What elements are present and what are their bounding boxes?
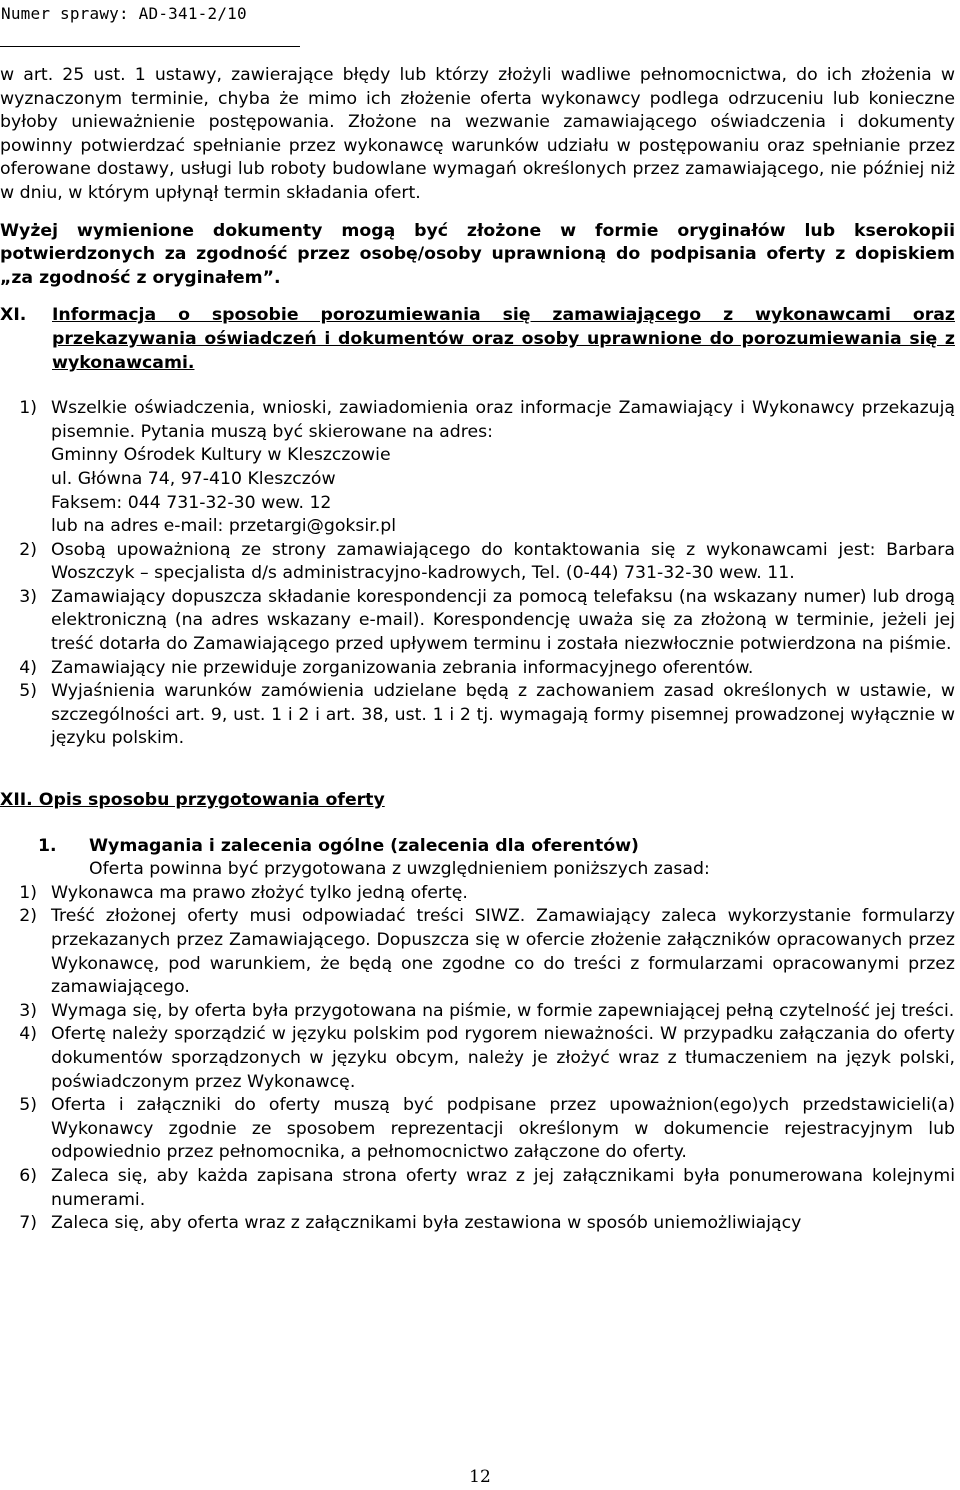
page-number: 12 [469,1467,491,1487]
section-xii-list [0,882,955,1236]
address-line: lub na adres e-mail: przetargi@goksir.pl [51,516,397,537]
document-body [0,64,955,1236]
subsection-intro: Oferta powinna być przygotowana z uwzględnieniem poniższych zasad: [89,859,710,880]
list-item: 5) Wyjaśnienia warunków zamówienia udzielane będą z zachowaniem zasad określonych w ustawie, w szczególności art. 9, ust. 1 i 2 i art. 38, ust. 1 i 2 tj. wymagają formy pisemnej prowadzonej wyłącznie w języku polskim. [19,681,955,749]
list-item: 3) Zamawiający dopuszcza składanie korespondencji za pomocą telefaksu (na wskazany numer) lub drogą elektroniczną (na adres wskazany e-mail). Korespondencję uważa się za złożoną w terminie, jeżeli jej treść dotarła do Zamawiającego przed upływem terminu i została niezwłocznie potwierdzona na piśmie. [19,586,955,655]
list-item: 3) Wymaga się, by oferta była przygotowana na piśmie, w formie zapewniającej pełną czytelność jej treści. [19,1000,955,1021]
list-item: 4) Zamawiający nie przewiduje zorganizowania zebrania informacyjnego oferentów. [19,657,754,678]
address-line: Faksem: 044 731-32-30 wew. 12 [51,492,332,513]
list-item: 5) Oferta i załączniki do oferty muszą być podpisane przez upoważnion(ego)ych przedstawicieli(a) Wykonawcy zgodnie ze sposobem reprezentacji określonym w dokumencie rejestracyjnym lub odpowiednio przez pełnomocnika, a pełnomocnictwo załączone do oferty. [19,1095,955,1163]
list-item: 1) Wszelkie oświadczenia, wnioski, zawiadomienia oraz informacje Zamawiający i Wykonawcy przekazują pisemnie. Pytania muszą być skierowane na adres: Gminny Ośrodek Kultury w Kleszczowie ul. Główna 74, 97-410 Kleszczów Faksem: 044 731-32-30 wew. 12 lub na adres e-mail: przetargi@goksir.pl [0,397,955,539]
case-number-header: Numer sprawy: AD-341-2/10 [1,4,247,23]
section-xi-list [0,397,955,751]
section-xii-title: XII. Opis sposobu przygotowania oferty [0,790,385,811]
subsection-number: 1. [38,835,57,856]
list-item: 1) Wykonawca ma prawo złożyć tylko jedną ofertę. [19,882,468,903]
intro-paragraph: w art. 25 ust. 1 ustawy, zawierające błędy lub którzy złożyli wadliwe pełnomocnictwa, do ich złożenia w wyznaczonym terminie, chyba że mimo ich złożenie oferta wykonawcy podlega odrzuceniu lub konieczne byłoby unieważnienie postępowania. Złożone na wezwanie zamawiającego oświadczenia i dokumenty powinny potwierdzać spełnianie przez wykonawcę warunków udziału w postępowaniu oraz spełnianie przez oferowane dostawy, usługi lub roboty budowlane wymagań określonych przez zamawiającego, nie później niż w dniu, w którym upłynął termin składania ofert. [0,65,955,203]
address-line: ul. Główna 74, 97-410 Kleszczów [51,468,336,489]
subsection-heading [38,835,955,859]
bold-notice: Wyżej wymienione dokumenty mogą być złożone w formie oryginałów lub kserokopii potwierdzonych za zgodność przez osobę/osoby uprawnioną do podpisania oferty z dopiskiem „za zgodność z oryginałem”. [0,220,955,288]
list-item: 7) Zaleca się, aby oferta wraz z załącznikami była zestawiona w sposób uniemożliwiający [19,1213,802,1234]
section-xi-title: Informacja o sposobie porozumiewania się zamawiającego z wykonawcami oraz przekazywania oświadczeń i dokumentów oraz osoby uprawnione do porozumiewania się z wykonawcami. [52,305,955,373]
list-item: 4) Ofertę należy sporządzić w języku polskim pod rygorem nieważności. W przypadku załączania do oferty dokumentów sporządzonych w języku obcym, należy je złożyć wraz z tłumaczeniem na język polski, poświadczonym przez Wykonawcę. [19,1024,955,1092]
header-rule [0,46,300,47]
address-line: Gminny Ośrodek Kultury w Kleszczowie [51,445,391,466]
list-item: 2) Treść złożonej oferty musi odpowiadać treści SIWZ. Zamawiający zaleca wykorzystanie formularzy przekazanych przez Zamawiającego. Dopuszcza się w ofercie złożenie załączników opracowanych przez Wykonawcę, pod warunkiem, że będą one zgodne co do treści z formularzami opracowanymi przez zamawiającego. [19,906,955,998]
section-xi-number: XI. [0,305,27,326]
list-item: 2) Osobą upoważnioną ze strony zamawiającego do kontaktowania się z wykonawcami jest: Barbara Woszczyk – specjalista d/s administracyjno-kadrowych, Tel. (0-44) 731-32-30 wew. 11. [19,539,955,584]
section-xi-heading [0,304,955,375]
subsection-title: Wymagania i zalecenia ogólne (zalecenia dla oferentów) [89,835,639,856]
list-item: 6) Zaleca się, aby każda zapisana strona oferty wraz z jej załącznikami była ponumerowana kolejnymi numerami. [19,1165,955,1210]
